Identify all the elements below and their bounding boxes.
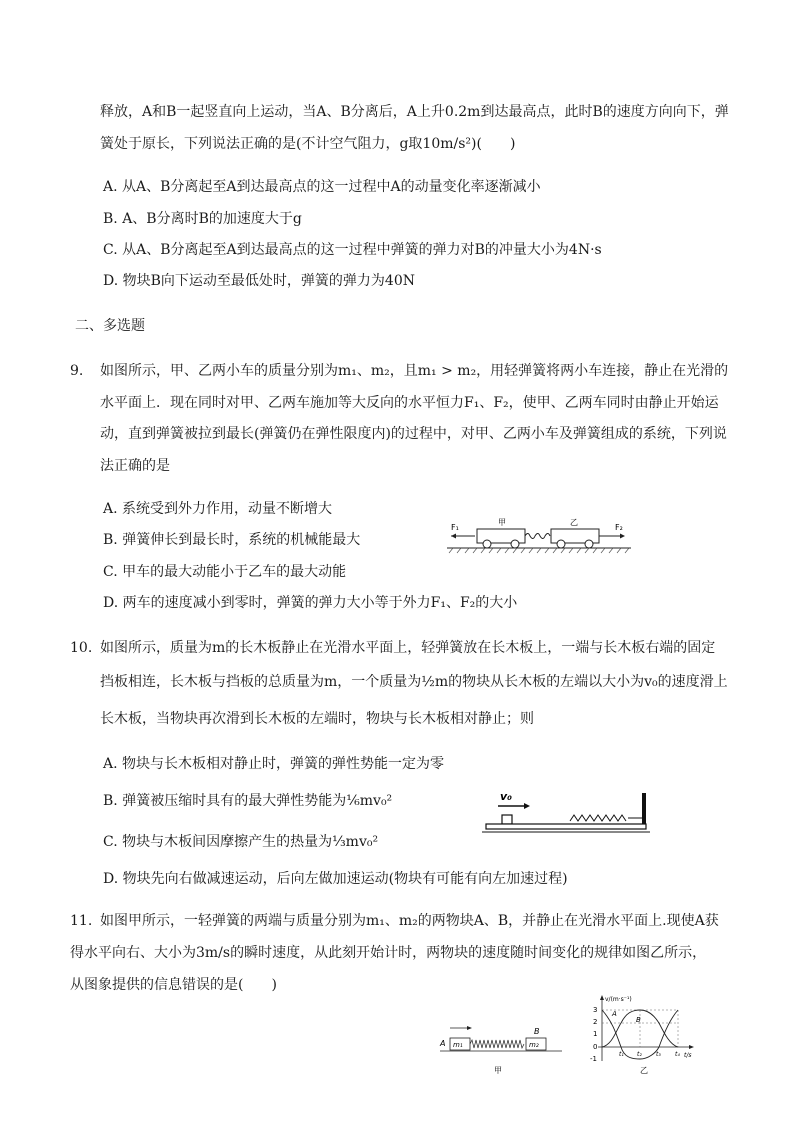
- q9-stem-line2: 水平面上．现在同时对甲、乙两车施加等大反向的水平恒力F₁、F₂，使甲、乙两车同时由静止开始运: [100, 395, 719, 411]
- q8-stem-line1: 释放，A和B一起竖直向上运动，当A、B分离后，A上升0.2m到达最高点，此时B的速度方向向下，弹: [100, 104, 729, 120]
- q11-caption-yi: 乙: [640, 1066, 648, 1075]
- q11-y-tick: 0: [593, 1043, 598, 1051]
- q10-option-d: D. 物块先向右做减速运动，后向左做加速运动(物块有可能有向左加速过程): [103, 871, 568, 887]
- q9-option-c: C. 甲车的最大动能小于乙车的最大动能: [103, 564, 347, 580]
- q11-x-axis-label: t/s: [684, 1052, 692, 1059]
- q9-option-b: B. 弹簧伸长到最长时，系统的机械能最大: [103, 532, 361, 548]
- q8-option-b: B. A、B分离时B的加速度大于g: [103, 211, 302, 227]
- q11-t-label: t₄: [675, 1051, 680, 1058]
- q9-option-a: A. 系统受到外力作用，动量不断增大: [103, 501, 333, 517]
- wall: [642, 793, 646, 828]
- wheel: [557, 540, 565, 548]
- q11-curve-label-b: B: [636, 1016, 641, 1024]
- q8-option-a: A. 从A、B分离起至A到达最高点的这一过程中A的动量变化率逐渐减小: [103, 179, 541, 195]
- q9-label-f2: F₂: [615, 523, 623, 532]
- q11-stem-line2: 得水平向右、大小为3m/s的瞬时速度，从此刻开始计时，两物块的速度随时间变化的规律如图乙所示，: [70, 945, 707, 961]
- q9-figure: [445, 515, 635, 555]
- q11-curve-label-a: A: [612, 1010, 617, 1018]
- spring: [525, 534, 550, 539]
- q9-stem-line1: 如图所示，甲、乙两小车的质量分别为m₁、m₂，且m₁ > m₂，用轻弹簧将两小车连接，静止在光滑的: [100, 363, 729, 379]
- q11-label-m1: m₁: [453, 1041, 463, 1049]
- q10-stem-line1: 如图所示，质量为m的长木板静止在光滑水平面上，轻弹簧放在长木板上，一端与长木板右端的固定: [100, 640, 716, 656]
- wheel: [511, 540, 519, 548]
- q9-stem-line4: 法正确的是: [100, 458, 170, 474]
- q11-figure-jia: [436, 1020, 566, 1078]
- q11-stem-line1: 如图甲所示，一轻弹簧的两端与质量分别为m₁、m₂的两物块A、B，并静止在光滑水平面上.现使A获: [100, 913, 719, 929]
- section-heading: 二、多选题: [75, 318, 145, 334]
- q11-label-a: A: [440, 1039, 446, 1048]
- q11-t-label: t₁: [619, 1051, 624, 1058]
- q10-stem-line2: 挡板相连，长木板与挡板的总质量为m，一个质量为½m的物块从长木板的左端以大小为v₀的速度滑上: [100, 674, 728, 690]
- wheel: [585, 540, 593, 548]
- q10-option-c: C. 物块与木板间因摩擦产生的热量为⅓mv₀²: [103, 834, 379, 850]
- q8-option-d: D. 物块B向下运动至最低处时，弹簧的弹力为40N: [103, 273, 415, 289]
- wheel: [483, 540, 491, 548]
- q11-y-tick: 1: [593, 1030, 598, 1038]
- q11-y-tick: -1: [590, 1055, 597, 1063]
- q11-caption-jia: 甲: [494, 1066, 502, 1075]
- q11-figure-yi: [586, 993, 704, 1077]
- q11-y-tick: 2: [593, 1018, 598, 1026]
- q10-option-b: B. 弹簧被压缩时具有的最大弹性势能为⅙mv₀²: [103, 793, 393, 809]
- q9-option-d: D. 两车的速度减小到零时，弹簧的弹力大小等于外力F₁、F₂的大小: [103, 595, 518, 611]
- plank: [486, 824, 646, 829]
- spring: [570, 815, 626, 821]
- q11-label-b: B: [534, 1027, 540, 1036]
- q10-figure: [480, 788, 652, 840]
- q10-number: 10.: [70, 640, 93, 656]
- q9-label-f1: F₁: [451, 523, 459, 532]
- q11-label-m2: m₂: [529, 1041, 539, 1049]
- q11-t-label: t₂: [637, 1051, 642, 1058]
- q10-option-a: A. 物块与长木板相对静止时，弹簧的弹性势能一定为零: [103, 756, 445, 772]
- q11-number: 11.: [70, 913, 93, 929]
- q11-t-label: t₃: [656, 1051, 661, 1058]
- q11-y-axis-label: v/(m·s⁻¹): [605, 996, 632, 1003]
- q9-label-jia: 甲: [498, 518, 506, 527]
- q10-label-v0: v₀: [500, 790, 512, 803]
- q9-stem-line3: 动，直到弹簧被拉到最长(弹簧仍在弹性限度内)的过程中，对甲、乙两小车及弹簧组成的系统，下列说: [100, 426, 727, 442]
- q8-option-c: C. 从A、B分离起至A到达最高点的这一过程中弹簧的弹力对B的冲量大小为4N·s: [103, 242, 602, 258]
- q11-stem-line3: 从图象提供的信息错误的是( ): [70, 977, 277, 993]
- q9-label-yi: 乙: [570, 518, 578, 527]
- q8-stem-line2: 簧处于原长，下列说法正确的是(不计空气阻力，g取10m/s²)( ): [100, 136, 516, 152]
- q10-stem-line3: 长木板，当物块再次滑到长木板的左端时，物块与长木板相对静止；则: [100, 711, 534, 727]
- spring: [470, 1040, 524, 1048]
- q11-y-tick: 3: [593, 1006, 598, 1014]
- block: [502, 815, 512, 824]
- q9-number: 9.: [70, 363, 84, 379]
